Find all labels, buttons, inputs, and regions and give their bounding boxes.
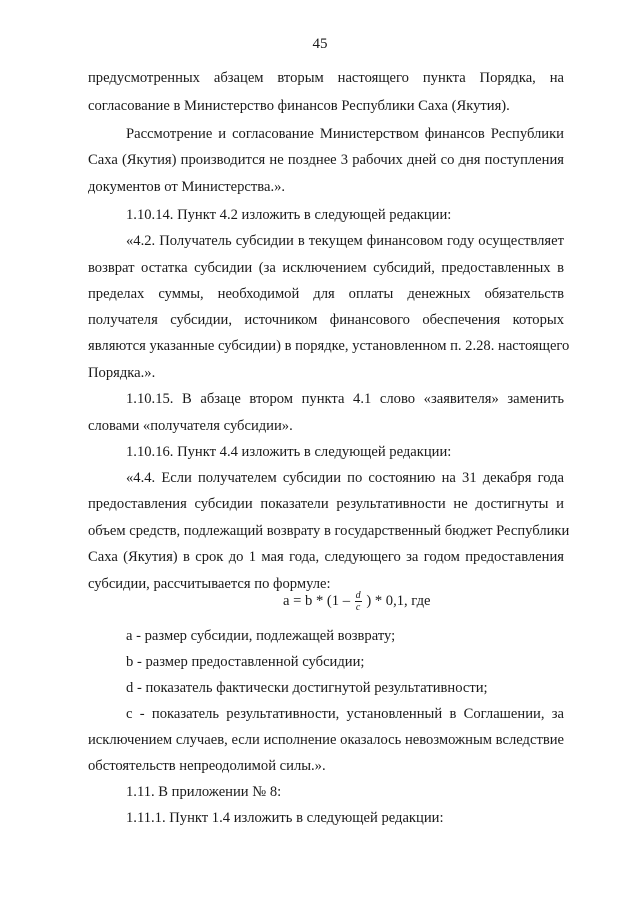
- text-line: возврат остатка субсидии (за исключением субсидий, предоставленных в: [88, 260, 564, 276]
- formula-numerator: d: [355, 590, 361, 601]
- text-line: согласование в Министерство финансов Республики Саха (Якутия).: [88, 98, 510, 114]
- text-line: c - показатель результативности, установленный в Соглашении, за: [126, 706, 564, 722]
- text-line: 1.11. В приложении № 8:: [126, 784, 282, 800]
- text-line: документов от Министерства.».: [88, 179, 286, 195]
- text-line: b - размер предоставленной субсидии;: [126, 654, 365, 670]
- text-line: 1.10.16. Пункт 4.4 изложить в следующей редакции:: [126, 444, 452, 460]
- text-line: обстоятельств непреодолимой силы.».: [88, 758, 326, 774]
- text-line: Рассмотрение и согласование Министерством финансов Республики: [126, 126, 564, 142]
- formula-rhs: ) * 0,1, где: [366, 592, 431, 609]
- formula-lhs: a = b * (1 –: [283, 592, 350, 609]
- text-line: «4.2. Получатель субсидии в текущем финансовом году осуществляет: [126, 233, 564, 249]
- formula-fraction: [355, 590, 362, 613]
- text-line: 1.11.1. Пункт 1.4 изложить в следующей редакции:: [126, 810, 444, 826]
- text-line: субсидии, рассчитывается по формуле:: [88, 576, 331, 592]
- text-line: пределах суммы, необходимой для оплаты денежных обязательств: [88, 286, 564, 302]
- text-line: получателя субсидии, источником финансового обеспечения которых: [88, 312, 564, 328]
- text-line: «4.4. Если получателем субсидии по состоянию на 31 декабря года: [126, 470, 564, 486]
- formula: [283, 590, 430, 613]
- text-line: Саха (Якутия) производится не позднее 3 рабочих дней со дня поступления: [88, 152, 564, 168]
- text-line: предусмотренных абзацем вторым настоящего пункта Порядка, на: [88, 70, 564, 86]
- text-line: исключением случаев, если исполнение оказалось невозможным вследствие: [88, 732, 564, 748]
- text-line: d - показатель фактически достигнутой результативности;: [126, 680, 488, 696]
- text-line: Порядка.».: [88, 365, 156, 381]
- text-line: 1.10.14. Пункт 4.2 изложить в следующей редакции:: [126, 207, 452, 223]
- page-number: 45: [312, 36, 328, 52]
- text-line: словами «получателя субсидии».: [88, 418, 293, 434]
- text-line: объем средств, подлежащий возврату в государственный бюджет Республики: [88, 523, 570, 539]
- text-line: 1.10.15. В абзаце втором пункта 4.1 слово «заявителя» заменить: [126, 391, 564, 407]
- text-line: a - размер субсидии, подлежащей возврату;: [126, 628, 396, 644]
- text-line: Саха (Якутия) в срок до 1 мая года, следующего за годом предоставления: [88, 549, 564, 565]
- formula-denominator: c: [355, 602, 361, 613]
- text-line: предоставления субсидии показатели результативности не достигнуты и: [88, 496, 564, 512]
- text-line: являются указанные субсидии) в порядке, установленном п. 2.28. настоящего: [88, 338, 570, 354]
